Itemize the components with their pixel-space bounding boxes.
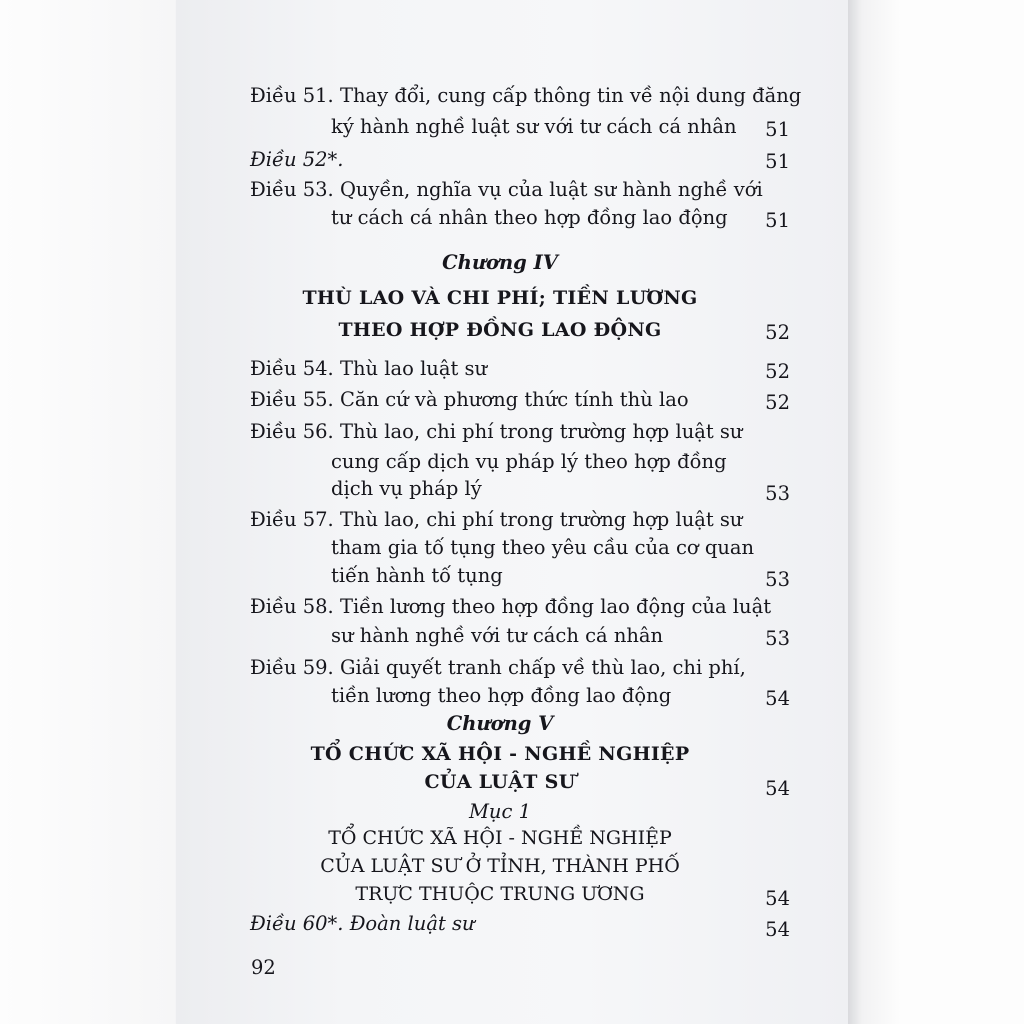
toc-entry-55-page: 52 bbox=[765, 391, 790, 414]
background-right bbox=[848, 0, 1024, 1024]
toc-entry-53-line2: tư cách cá nhân theo hợp đồng lao động bbox=[331, 206, 728, 229]
toc-entry-51-page: 51 bbox=[765, 118, 790, 141]
chapter-iv-title-line2: THEO HỢP ĐỒNG LAO ĐỘNG bbox=[338, 319, 662, 341]
toc-entry-51-line2: ký hành nghề luật sư với tư cách cá nhân bbox=[331, 115, 737, 138]
chapter-v-title-line1: TỔ CHỨC XÃ HỘI - NGHỀ NGHIỆP bbox=[310, 743, 690, 765]
toc-entry-53-line1: Điều 53. Quyền, nghĩa vụ của luật sư hành nghề với bbox=[250, 178, 763, 201]
section-1-title-line3: TRỰC THUỘC TRUNG ƯƠNG bbox=[355, 883, 645, 905]
chapter-v-page: 54 bbox=[765, 777, 790, 800]
toc-entry-60-page: 54 bbox=[765, 918, 790, 941]
toc-entry-57-line3: tiến hành tố tụng bbox=[331, 564, 503, 587]
chapter-iv-page: 52 bbox=[765, 321, 790, 344]
chapter-iv-title-line1: THÙ LAO VÀ CHI PHÍ; TIỀN LƯƠNG bbox=[302, 287, 698, 309]
chapter-iv-label: Chương IV bbox=[442, 251, 558, 274]
page-number: 92 bbox=[251, 956, 276, 979]
section-1-label: Mục 1 bbox=[468, 800, 532, 823]
toc-entry-51-line1: Điều 51. Thay đổi, cung cấp thông tin về nội dung đăng bbox=[250, 84, 802, 107]
toc-entry-56-line2: cung cấp dịch vụ pháp lý theo hợp đồng bbox=[331, 450, 727, 473]
toc-entry-59-page: 54 bbox=[765, 687, 790, 710]
toc-entry-56-line3: dịch vụ pháp lý bbox=[331, 477, 482, 500]
toc-entry-52: Điều 52*. bbox=[250, 148, 344, 171]
toc-entry-57-page: 53 bbox=[765, 568, 790, 591]
toc-entry-52-page: 51 bbox=[765, 150, 790, 173]
toc-entry-57-line1: Điều 57. Thù lao, chi phí trong trường hợp luật sư bbox=[250, 508, 743, 531]
section-1-title-line2: CỦA LUẬT SƯ Ở TỈNH, THÀNH PHỐ bbox=[320, 855, 680, 877]
toc-entry-55: Điều 55. Căn cứ và phương thức tính thù lao bbox=[250, 388, 689, 411]
toc-entry-56-line1: Điều 56. Thù lao, chi phí trong trường hợp luật sư bbox=[250, 420, 743, 443]
toc-entry-53-page: 51 bbox=[765, 209, 790, 232]
section-1-title-line1: TỔ CHỨC XÃ HỘI - NGHỀ NGHIỆP bbox=[328, 827, 672, 849]
toc-entry-54: Điều 54. Thù lao luật sư bbox=[250, 357, 488, 380]
toc-entry-60: Điều 60*. Đoàn luật sư bbox=[250, 912, 475, 935]
toc-entry-57-line2: tham gia tố tụng theo yêu cầu của cơ quan bbox=[331, 536, 755, 559]
toc-entry-58-line2: sư hành nghề với tư cách cá nhân bbox=[331, 624, 664, 647]
toc-entry-56-page: 53 bbox=[765, 482, 790, 505]
chapter-v-label: Chương V bbox=[446, 712, 554, 735]
toc-entry-54-page: 52 bbox=[765, 360, 790, 383]
toc-entry-58-page: 53 bbox=[765, 627, 790, 650]
background-left bbox=[0, 0, 176, 1024]
chapter-v-title-line2: CỦA LUẬT SƯ bbox=[424, 771, 576, 793]
toc-entry-59-line2: tiền lương theo hợp đồng lao động bbox=[331, 684, 672, 707]
toc-entry-58-line1: Điều 58. Tiền lương theo hợp đồng lao động của luật bbox=[250, 595, 772, 618]
section-1-page: 54 bbox=[765, 887, 790, 910]
toc-entry-59-line1: Điều 59. Giải quyết tranh chấp về thù lao, chi phí, bbox=[250, 656, 746, 679]
